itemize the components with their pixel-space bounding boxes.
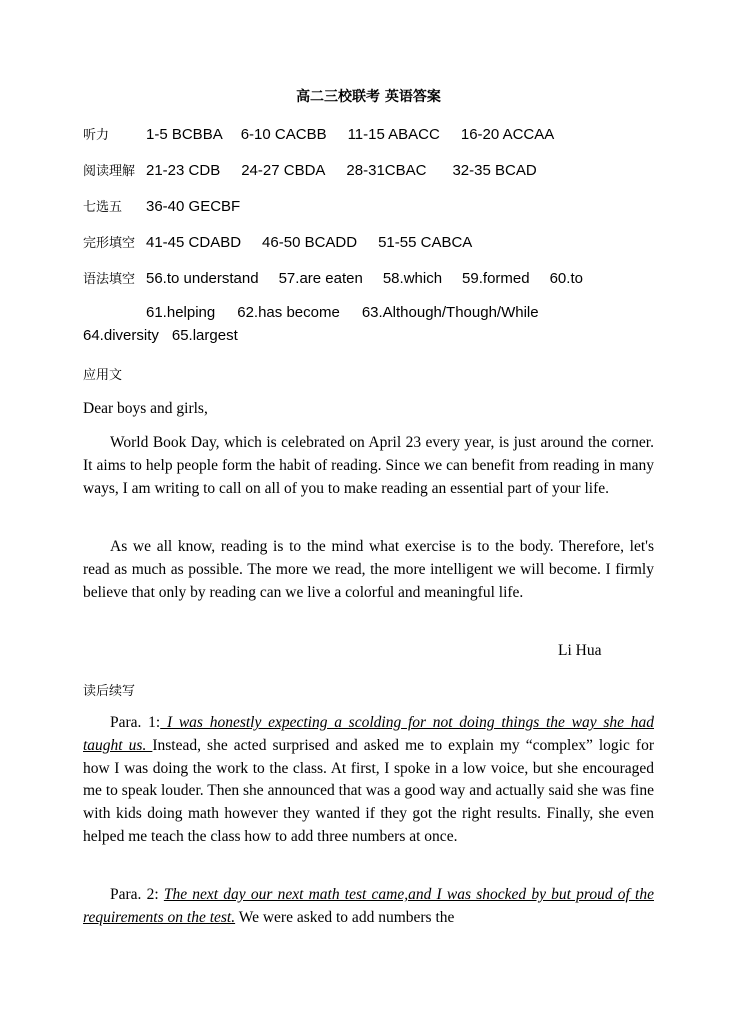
- grammar-label: 语法填空: [83, 272, 136, 287]
- continuation-paragraph-2: [83, 884, 654, 930]
- para1-body: Instead, she acted surprised and asked me to explain my “complex” logic for how I was doing the work to the class. At first, I spoke in a low voice, but she encouraged me to speak louder. Then she announced that was a good way and actually said she was fine with kids doing math however they wanted if they got the right results. Finally, she even helped me teach the class how to add three numbers at once.: [83, 736, 654, 845]
- listening-answer-2: 6-10 CACBB: [240, 126, 327, 143]
- grammar-answer-56: 56.to understand: [146, 270, 259, 287]
- reading-answer-3: 28-31CBAC: [346, 162, 427, 179]
- reading-row: [83, 160, 537, 180]
- cloze-label: 完形填空: [83, 236, 136, 251]
- seven-choose-five-label: 七选五: [83, 200, 123, 215]
- listening-answer-4: 16-20 ACCAA: [460, 126, 555, 143]
- seven-choose-five-row: [83, 196, 240, 216]
- grammar-row-3: [83, 327, 238, 345]
- grammar-answer-60: 60.to: [549, 270, 583, 287]
- grammar-answer-63: 63.Although/Though/While: [361, 304, 539, 321]
- grammar-answer-62: 62.has become: [237, 304, 340, 321]
- letter-signature: Li Hua: [558, 642, 602, 659]
- listening-answer-1: 1-5 BCBBA: [146, 126, 223, 143]
- writing-label: 应用文: [83, 368, 123, 383]
- letter-greeting: Dear boys and girls,: [83, 400, 208, 417]
- grammar-answer-61: 61.helping: [146, 304, 216, 321]
- seven-choose-five-answer: 36-40 GECBF: [146, 198, 241, 215]
- grammar-answer-65: 65.largest: [171, 327, 238, 344]
- reading-label: 阅读理解: [83, 164, 136, 179]
- reading-answer-4: 32-35 BCAD: [452, 162, 537, 179]
- grammar-answer-64: 64.diversity: [83, 327, 159, 344]
- grammar-answer-57: 57.are eaten: [278, 270, 363, 287]
- para1-prefix: Para. 1:: [110, 714, 161, 731]
- grammar-answer-58: 58.which: [382, 270, 443, 287]
- para2-body: We were asked to add numbers the: [235, 908, 455, 926]
- grammar-row-2: [146, 304, 539, 322]
- continuation-paragraph-1: [83, 712, 654, 849]
- reading-answer-1: 21-23 CDB: [146, 162, 221, 179]
- listening-label: 听力: [83, 128, 110, 143]
- cloze-row: [83, 232, 472, 252]
- cloze-answer-1: 41-45 CDABD: [146, 234, 242, 251]
- para1-underlined-sentence: I was honestly expecting a scolding for not doing things the way she had taught us.: [83, 714, 654, 754]
- grammar-answer-59: 59.formed: [462, 270, 530, 287]
- page-title: 高二三校联考 英语答案: [296, 89, 441, 105]
- listening-row: [83, 124, 554, 144]
- cloze-answer-3: 51-55 CABCA: [378, 234, 473, 251]
- listening-answer-3: 11-15 ABACC: [347, 126, 440, 143]
- cloze-answer-2: 46-50 BCADD: [262, 234, 358, 251]
- letter-paragraph-1: World Book Day, which is celebrated on April 23 every year, is just around the corner. It aims to help people form the habit of reading. Since we can benefit from reading in many ways, I am writing to call on all of you to make reading an essential part of your life.: [83, 434, 654, 497]
- para2-prefix: Para. 2:: [110, 886, 164, 903]
- para2-underlined-sentence: The next day our next math test came,and I was shocked by but proud of the requirements on the test.: [83, 886, 654, 926]
- letter-paragraph-2: As we all know, reading is to the mind what exercise is to the body. Therefore, let's read as much as possible. The more we read, the more intelligent we will become. I firmly believe that only by reading can we live a colorful and meaningful life.: [83, 538, 654, 601]
- grammar-row: [83, 268, 583, 288]
- reading-answer-2: 24-27 CBDA: [241, 162, 326, 179]
- continuation-label: 读后续写: [83, 684, 136, 699]
